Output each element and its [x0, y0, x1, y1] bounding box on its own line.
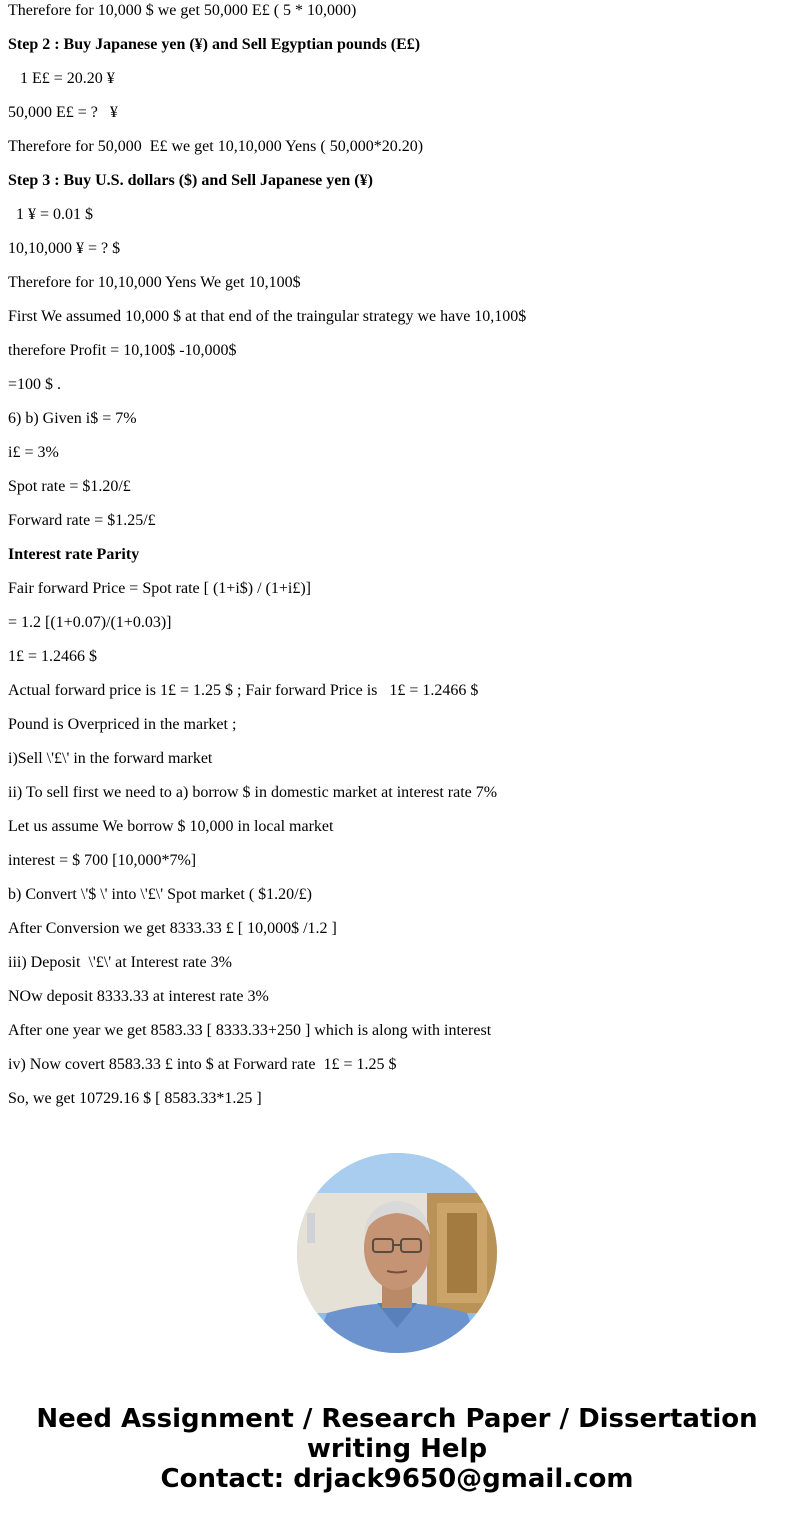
avatar-portrait-image [297, 1153, 497, 1353]
text-line: Therefore for 10,10,000 Yens We get 10,100$ [8, 274, 301, 291]
text-line: First We assumed 10,000 $ at that end of the traingular strategy we have 10,100$ [8, 308, 527, 325]
text-line: Fair forward Price = Spot rate [ (1+i$) / (1+i£)] [8, 580, 311, 597]
text-line: 50,000 E£ = ? ¥ [8, 104, 118, 121]
text-line: ii) To sell first we need to a) borrow $ in domestic market at interest rate 7% [8, 784, 498, 801]
text-line: iv) Now covert 8583.33 £ into $ at Forward rate 1£ = 1.25 $ [8, 1056, 397, 1073]
text-line: 1£ = 1.2466 $ [8, 648, 98, 665]
author-avatar [297, 1153, 497, 1353]
text-line: Let us assume We borrow $ 10,000 in local market [8, 818, 334, 835]
text-line: b) Convert \'$ \' into \'£\' Spot market ( $1.20/£) [8, 886, 312, 903]
solution-text [8, 0, 788, 1122]
text-line: i£ = 3% [8, 444, 59, 461]
promo-contact-email: Contact: drjack9650@gmail.com [160, 1464, 634, 1494]
promo-banner [0, 1404, 794, 1494]
text-line: Therefore for 10,000 $ we get 50,000 E£ ( 5 * 10,000) [8, 2, 357, 19]
promo-line-1: Need Assignment / Research Paper / Dissertation [36, 1404, 758, 1434]
text-line: i)Sell \'£\' in the forward market [8, 750, 213, 767]
text-line: So, we get 10729.16 $ [ 8583.33*1.25 ] [8, 1090, 262, 1107]
text-line: = 1.2 [(1+0.07)/(1+0.03)] [8, 614, 172, 631]
text-line: 6) b) Given i$ = 7% [8, 410, 137, 427]
text-line: interest = $ 700 [10,000*7%] [8, 852, 197, 869]
section-heading: Interest rate Parity [8, 546, 140, 563]
text-line: After one year we get 8583.33 [ 8333.33+250 ] which is along with interest [8, 1022, 492, 1039]
text-line: 1 E£ = 20.20 ¥ [8, 70, 115, 87]
text-line: Therefore for 50,000 E£ we get 10,10,000 Yens ( 50,000*20.20) [8, 138, 424, 155]
section-heading: Step 3 : Buy U.S. dollars ($) and Sell Japanese yen (¥) [8, 172, 373, 189]
text-line: 10,10,000 ¥ = ? $ [8, 240, 121, 257]
text-line: After Conversion we get 8333.33 £ [ 10,000$ /1.2 ] [8, 920, 337, 937]
text-line: Spot rate = $1.20/£ [8, 478, 131, 495]
text-line: 1 ¥ = 0.01 $ [8, 206, 94, 223]
promo-line-2: writing Help [306, 1434, 488, 1464]
text-line: NOw deposit 8333.33 at interest rate 3% [8, 988, 269, 1005]
text-line: Forward rate = $1.25/£ [8, 512, 156, 529]
text-line: iii) Deposit \'£\' at Interest rate 3% [8, 954, 232, 971]
text-line: therefore Profit = 10,100$ -10,000$ [8, 342, 237, 359]
text-line: Pound is Overpriced in the market ; [8, 716, 237, 733]
section-heading: Step 2 : Buy Japanese yen (¥) and Sell Egyptian pounds (E£) [8, 36, 421, 53]
text-line: =100 $ . [8, 376, 62, 393]
text-line: Actual forward price is 1£ = 1.25 $ ; Fair forward Price is 1£ = 1.2466 $ [8, 682, 479, 699]
